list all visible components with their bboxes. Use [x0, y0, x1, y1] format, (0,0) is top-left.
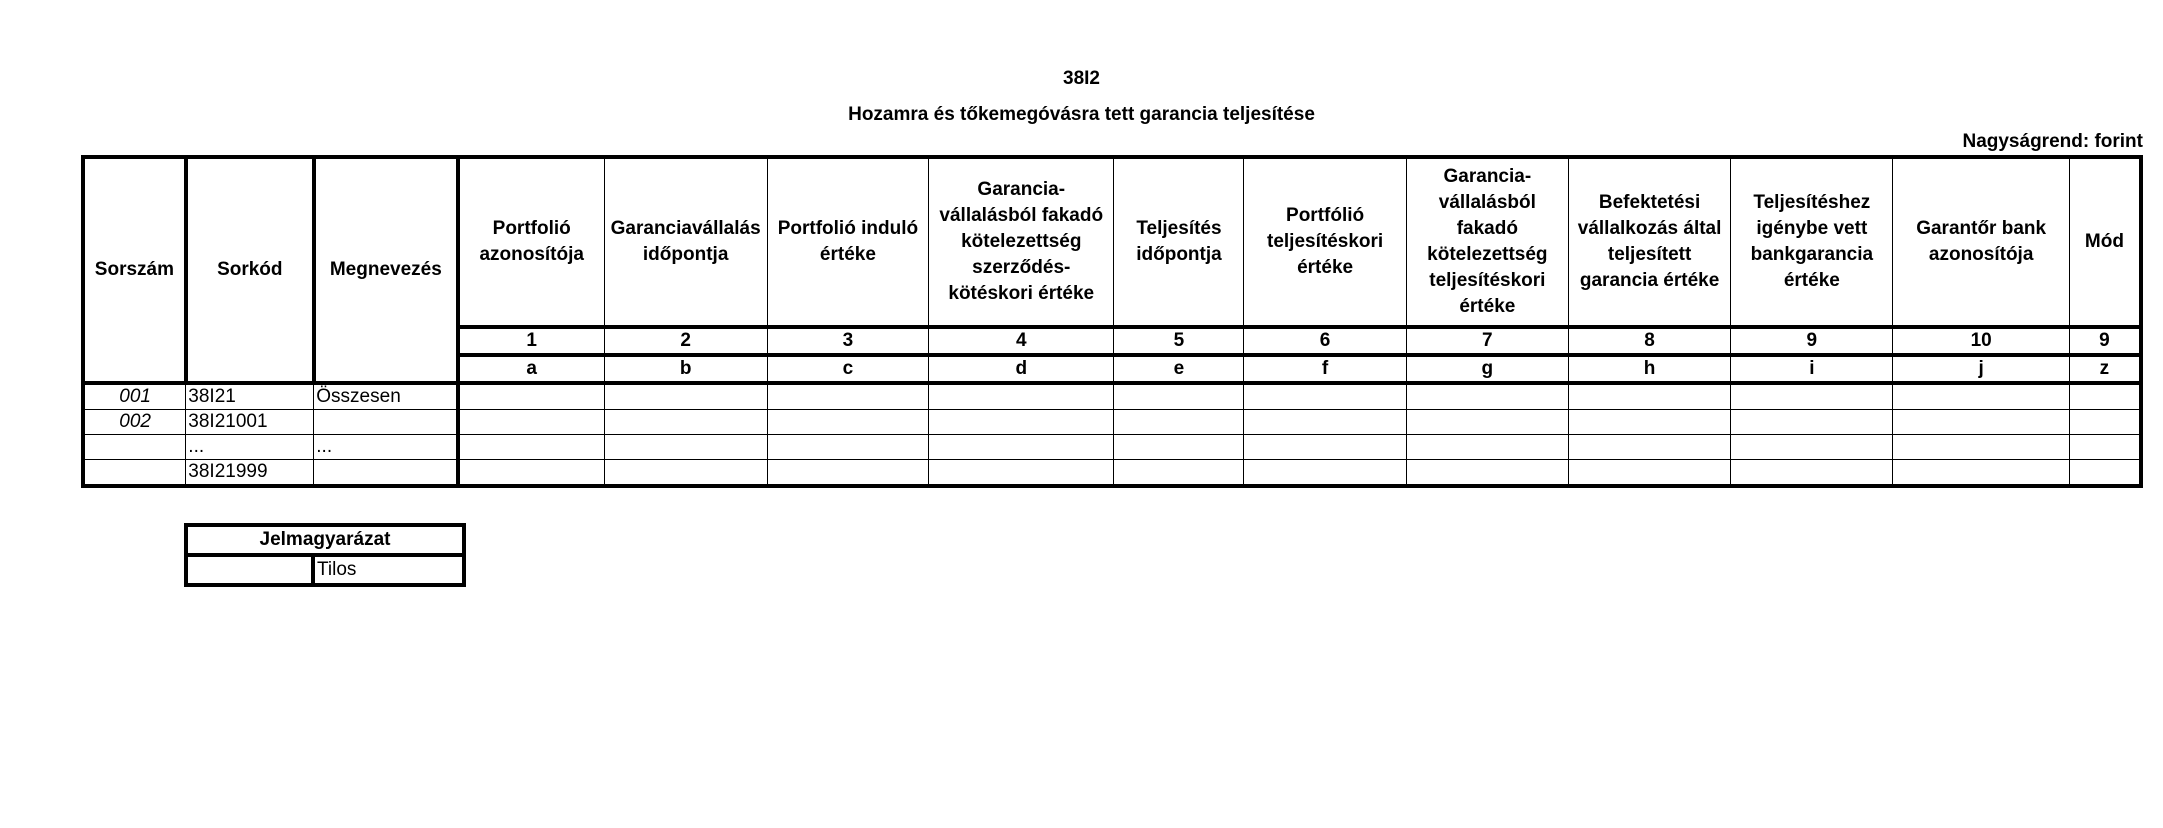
table-row	[83, 383, 2141, 410]
column-number: 7	[1406, 327, 1568, 355]
data-cell[interactable]	[767, 435, 928, 460]
data-cell[interactable]	[767, 410, 928, 435]
row-code: 38I21999	[186, 460, 314, 487]
data-cell[interactable]	[604, 435, 767, 460]
header-col-2: Garanciavállalás időpontja	[604, 157, 767, 327]
row-code: 38I21001	[186, 410, 314, 435]
column-letter: g	[1406, 355, 1568, 383]
data-cell[interactable]	[1244, 460, 1406, 487]
table-row	[83, 435, 2141, 460]
column-letter: a	[458, 355, 604, 383]
data-cell[interactable]	[1731, 410, 1893, 435]
data-cell[interactable]	[458, 410, 604, 435]
data-cell[interactable]	[1244, 410, 1406, 435]
header-col-11: Mód	[2069, 157, 2141, 327]
row-serial: 001	[83, 383, 186, 410]
header-col-6: Portfólió teljesítéskori értéke	[1244, 157, 1406, 327]
data-cell[interactable]	[458, 435, 604, 460]
row-code: 38I21	[186, 383, 314, 410]
header-sorszam: Sorszám	[83, 157, 186, 383]
report-table	[81, 155, 2143, 488]
row-name	[314, 410, 458, 435]
data-cell[interactable]	[604, 410, 767, 435]
data-cell[interactable]	[1244, 435, 1406, 460]
legend-title: Jelmagyarázat	[186, 525, 464, 555]
column-number: 6	[1244, 327, 1406, 355]
data-cell[interactable]	[1893, 410, 2069, 435]
data-cell[interactable]	[929, 435, 1114, 460]
data-cell[interactable]	[1893, 435, 2069, 460]
row-serial	[83, 460, 186, 487]
data-cell[interactable]	[1893, 460, 2069, 487]
column-number: 4	[929, 327, 1114, 355]
data-cell[interactable]	[929, 460, 1114, 487]
column-letter: c	[767, 355, 928, 383]
data-cell[interactable]	[458, 383, 604, 410]
column-number: 5	[1114, 327, 1244, 355]
column-number: 9	[2069, 327, 2141, 355]
header-col-9: Teljesítéshez igénybe vett bankgarancia értéke	[1731, 157, 1893, 327]
row-code: ...	[186, 435, 314, 460]
column-number: 2	[604, 327, 767, 355]
data-cell[interactable]	[1114, 383, 1244, 410]
legend-swatch	[186, 555, 313, 585]
data-cell[interactable]	[1568, 383, 1730, 410]
header-col-10: Garantőr bank azonosítója	[1893, 157, 2069, 327]
table-row	[83, 460, 2141, 487]
data-cell[interactable]	[2069, 435, 2141, 460]
legend-label: Tilos	[313, 555, 464, 585]
data-cell[interactable]	[1114, 460, 1244, 487]
data-cell[interactable]	[2069, 460, 2141, 487]
data-cell[interactable]	[767, 460, 928, 487]
data-cell[interactable]	[929, 383, 1114, 410]
data-cell[interactable]	[2069, 383, 2141, 410]
data-cell[interactable]	[929, 410, 1114, 435]
row-name: Összesen	[314, 383, 458, 410]
data-cell[interactable]	[1893, 383, 2069, 410]
data-cell[interactable]	[1406, 410, 1568, 435]
row-serial	[83, 435, 186, 460]
row-serial: 002	[83, 410, 186, 435]
data-cell[interactable]	[1406, 383, 1568, 410]
column-letter: j	[1893, 355, 2069, 383]
row-name	[314, 460, 458, 487]
column-letter: i	[1731, 355, 1893, 383]
row-name: ...	[314, 435, 458, 460]
data-cell[interactable]	[767, 383, 928, 410]
header-col-8: Befektetési vállalkozás által teljesített garancia értéke	[1568, 157, 1730, 327]
header-sorkod: Sorkód	[186, 157, 314, 383]
column-letter: e	[1114, 355, 1244, 383]
column-number: 10	[1893, 327, 2069, 355]
header-col-1: Portfolió azonosítója	[458, 157, 604, 327]
column-number: 3	[767, 327, 928, 355]
column-letter: z	[2069, 355, 2141, 383]
data-cell[interactable]	[1731, 460, 1893, 487]
data-cell[interactable]	[1244, 383, 1406, 410]
data-cell[interactable]	[1731, 383, 1893, 410]
data-cell[interactable]	[1114, 435, 1244, 460]
table-row	[83, 410, 2141, 435]
data-cell[interactable]	[1568, 460, 1730, 487]
header-col-7: Garancia-vállalásból fakadó kötelezettség teljesítéskori értéke	[1406, 157, 1568, 327]
column-letter: h	[1568, 355, 1730, 383]
legend-table	[184, 523, 466, 587]
data-cell[interactable]	[2069, 410, 2141, 435]
column-letter: f	[1244, 355, 1406, 383]
data-cell[interactable]	[458, 460, 604, 487]
header-col-4: Garancia-vállalásból fakadó kötelezettség szerződés-kötéskori értéke	[929, 157, 1114, 327]
data-cell[interactable]	[1568, 435, 1730, 460]
data-cell[interactable]	[604, 383, 767, 410]
column-number: 1	[458, 327, 604, 355]
header-megnevezes: Megnevezés	[314, 157, 458, 383]
header-col-3: Portfolió induló értéke	[767, 157, 928, 327]
form-code: 38I2	[1063, 68, 1100, 89]
column-letter: b	[604, 355, 767, 383]
data-cell[interactable]	[604, 460, 767, 487]
column-letter: d	[929, 355, 1114, 383]
column-number: 9	[1731, 327, 1893, 355]
data-cell[interactable]	[1114, 410, 1244, 435]
data-cell[interactable]	[1731, 435, 1893, 460]
data-cell[interactable]	[1568, 410, 1730, 435]
unit-label: Nagyságrend: forint	[1962, 131, 2143, 152]
form-title: Hozamra és tőkemegóvásra tett garancia teljesítése	[848, 104, 1315, 125]
header-col-5: Teljesítés időpontja	[1114, 157, 1244, 327]
data-cell[interactable]	[1406, 460, 1568, 487]
data-cell[interactable]	[1406, 435, 1568, 460]
column-number: 8	[1568, 327, 1730, 355]
